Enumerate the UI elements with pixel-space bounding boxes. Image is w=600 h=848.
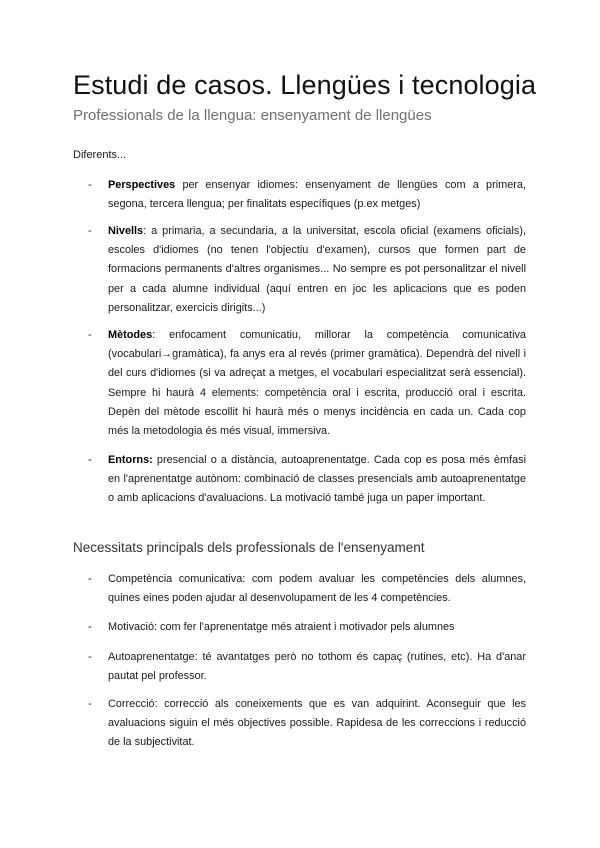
list-item-text — [108, 451, 526, 509]
bullet-dash: - — [88, 179, 92, 191]
list-item-text — [108, 222, 526, 318]
bullet-dash: - — [88, 225, 92, 237]
list-item-text — [108, 326, 526, 441]
list-item-text — [108, 176, 526, 214]
intro-text: Diferents... — [73, 149, 127, 161]
bullet-dash: - — [88, 454, 92, 466]
bullet-dash: - — [88, 651, 92, 663]
bullet-dash: - — [88, 329, 92, 341]
term-description: presencial o a distància, autoaprenentatge. Cada cop es posa més èmfasi en l'aprenentatge autònom: combinació de classes presencials amb autoaprenentatge o amb aplicacions d'avaluacions. La motivació també juga un paper important. — [108, 454, 526, 505]
term-description: : a primaria, a secundaria, a la universitat, escola oficial (examens oficials), escoles d'idiomes (no tenen l'objectiu d'examen), cursos que formen part de formacions permanents d'altres organismes... No sempre es pot personalitzar el nivell per a cada alumne individual (aquí entren en joc les aplicacions que es poden personalitzar, exercicis dirigits...) — [108, 225, 526, 314]
bullet-dash: - — [88, 573, 92, 585]
document-subtitle: Professionals de la llengua: ensenyament de llengües — [73, 107, 432, 124]
term-label: Perspectives — [108, 179, 176, 191]
term-label: Nivells — [108, 225, 144, 237]
list-item-text: Correcció: correcció als coneixements que es van adquirint. Aconseguir que les avaluacions siguin el més objectives possible. Rapidesa de les correccions i reducció de la subjectivitat. — [108, 698, 526, 749]
list-item-text: Autoaprenentatge: té avantatges però no tothom és capaç (rutines, etc). Ha d'anar pautat pel professor. — [108, 651, 526, 683]
document-title: Estudi de casos. Llengües i tecnologia — [73, 70, 537, 100]
list-item-text: Motivació: com fer l'aprenentatge més atraient i motivador pels alumnes — [108, 621, 455, 633]
list-item-text: Competència comunicativa: com podem avaluar les competències dels alumnes, quines eines poden ajudar al desenvolupament de les 4 competències. — [108, 573, 526, 605]
term-label: Entorns: — [108, 454, 153, 466]
term-description: : enfocament comunicatiu, millorar la competència comunicativa (vocabulari→gramàtica), fa anys era al revés (primer gramàtica). Dependrà del nivell i del curs d'idiomes (si va adreçat a metges, el vocabulari especialitzat serà essencial). Sempre hi haurà 4 elements: competència oral i escrita, producció oral i escrita. Depèn del mètode escollit hi haurà més o menys incidència en cada un. Cada cop més la metodologia és més visual, immersiva. — [108, 329, 526, 438]
section-heading: Necessitats principals dels professionals de l'ensenyament — [73, 540, 425, 555]
bullet-dash: - — [88, 698, 92, 710]
bullet-dash: - — [88, 621, 92, 633]
term-description: per ensenyar idiomes: ensenyament de llengües com a primera, segona, tercera llengua; per finalitats específiques (p.ex metges) — [108, 179, 526, 211]
term-label: Mètodes — [108, 329, 153, 341]
